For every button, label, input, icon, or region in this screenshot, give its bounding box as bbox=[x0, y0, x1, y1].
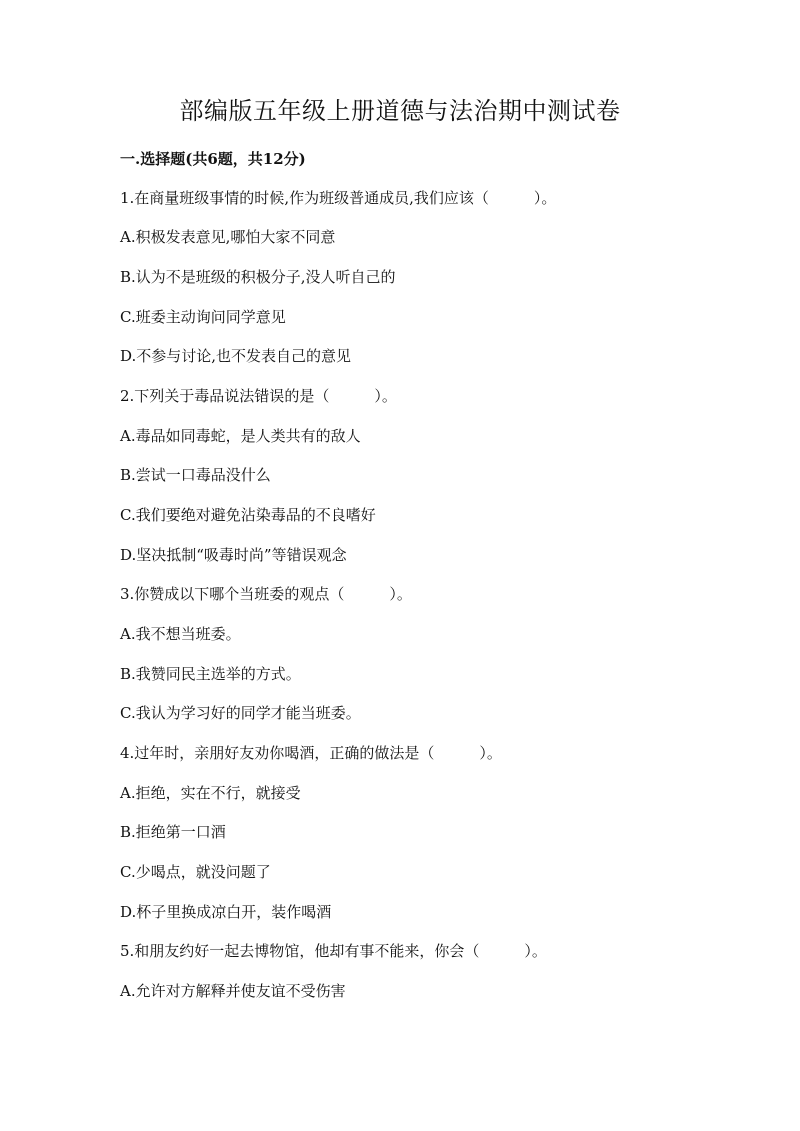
option-1b: B.认为不是班级的积极分子,没人听自己的 bbox=[120, 268, 396, 286]
question-1: 1.在商量班级事情的时候,作为班级普通成员,我们应该（ ）。 bbox=[120, 189, 557, 207]
option-1d: D.不参与讨论,也不发表自己的意见 bbox=[120, 347, 352, 365]
option-1a: A.积极发表意见,哪怕大家不同意 bbox=[120, 228, 336, 246]
question-3: 3.你赞成以下哪个当班委的观点（ ）。 bbox=[120, 585, 412, 603]
question-2: 2.下列关于毒品说法错误的是（ ）。 bbox=[120, 387, 397, 405]
question-5: 5.和朋友约好一起去博物馆，他却有事不能来，你会（ ）。 bbox=[120, 942, 547, 960]
question-4: 4.过年时，亲朋好友劝你喝酒，正确的做法是（ ）。 bbox=[120, 744, 502, 762]
option-5a: A.允许对方解释并使友谊不受伤害 bbox=[120, 982, 346, 1000]
option-2a: A.毒品如同毒蛇，是人类共有的敌人 bbox=[120, 427, 361, 445]
page-title: 部编版五年级上册道德与法治期中测试卷 bbox=[179, 97, 621, 125]
option-4c: C.少喝点，就没问题了 bbox=[120, 863, 271, 881]
option-2d: D.坚决抵制“吸毒时尚”等错误观念 bbox=[120, 546, 347, 564]
option-3b: B.我赞同民主选举的方式。 bbox=[120, 665, 301, 683]
option-1c: C.班委主动询问同学意见 bbox=[120, 308, 286, 326]
section-heading: 一.选择题(共6题，共12分) bbox=[120, 150, 306, 168]
option-2b: B.尝试一口毒品没什么 bbox=[120, 466, 271, 484]
option-3c: C.我认为学习好的同学才能当班委。 bbox=[120, 704, 361, 722]
option-4a: A.拒绝，实在不行，就接受 bbox=[120, 784, 301, 802]
option-2c: C.我们要绝对避免沾染毒品的不良嗜好 bbox=[120, 506, 376, 524]
option-4d: D.杯子里换成凉白开，装作喝酒 bbox=[120, 903, 332, 921]
option-3a: A.我不想当班委。 bbox=[120, 625, 241, 643]
option-4b: B.拒绝第一口酒 bbox=[120, 823, 226, 841]
